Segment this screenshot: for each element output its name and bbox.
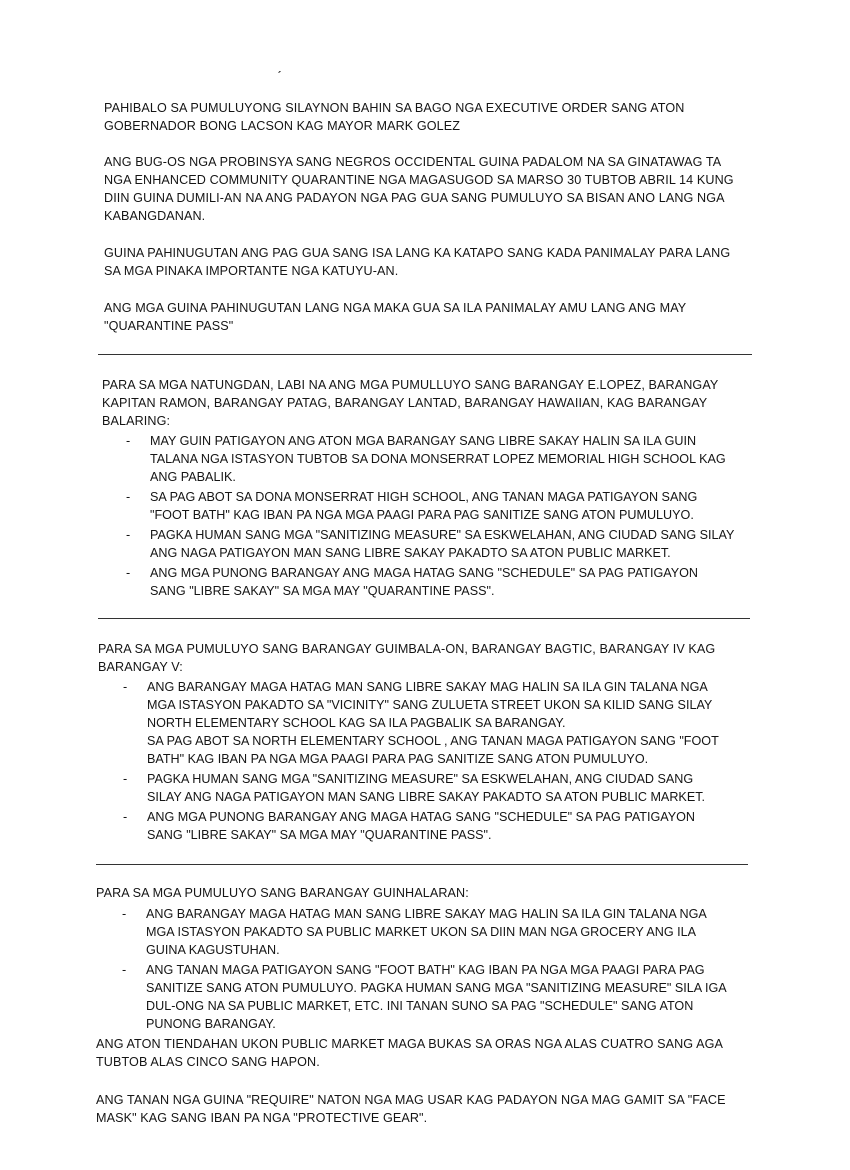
paragraph-line: ANG ATON TIENDAHAN UKON PUBLIC MARKET MAGA BUKAS SA ORAS NGA ALAS CUATRO SANG AGA — [96, 1037, 723, 1051]
bullet-line: SA PAG ABOT SA DONA MONSERRAT HIGH SCHOOL, ANG TANAN MAGA PATIGAYON SANG — [150, 490, 698, 504]
bullet-dash: - — [122, 963, 127, 977]
bullet-line: ANG MGA PUNONG BARANGAY ANG MAGA HATAG SANG "SCHEDULE" SA PAG PATIGAYON — [147, 810, 696, 824]
bullet-line: PAGKA HUMAN SANG MGA "SANITIZING MEASURE" SA ESKWELAHAN, ANG CIUDAD SANG SILAY — [150, 528, 735, 542]
section3-heading — [96, 884, 469, 902]
bullet-line: ANG BARANGAY MAGA HATAG MAN SANG LIBRE SAKAY MAG HALIN SA ILA GIN TALANA NGA — [147, 680, 708, 694]
bullet-item — [123, 808, 696, 844]
bullet-item — [126, 526, 735, 562]
heading-line: PARA SA MGA PUMULUYO SANG BARANGAY GUINHALARAN: — [96, 886, 469, 900]
section2-heading — [98, 640, 715, 676]
bullet-line: GUINA KAGUSTUHAN. — [146, 943, 280, 957]
bullet-line: PAGKA HUMAN SANG MGA "SANITIZING MEASURE" SA ESKWELAHAN, ANG CIUDAD SANG — [147, 772, 694, 786]
paragraph-line: ANG BUG-OS NGA PROBINSYA SANG NEGROS OCCIDENTAL GUINA PADALOM NA SA GINATAWAG TA — [104, 155, 722, 169]
bullet-line: SANG "LIBRE SAKAY" SA MGA MAY "QUARANTINE PASS". — [147, 828, 492, 842]
section1-heading — [102, 376, 718, 430]
divider — [96, 864, 748, 865]
paragraph-line: ANG TANAN NGA GUINA "REQUIRE" NATON NGA MAG USAR KAG PADAYON NGA MAG GAMIT SA "FACE — [96, 1093, 726, 1107]
bullet-item — [123, 678, 719, 768]
title-line: GOBERNADOR BONG LACSON KAG MAYOR MARK GOLEZ — [104, 119, 461, 133]
bullet-line: ANG MGA PUNONG BARANGAY ANG MAGA HATAG SANG "SCHEDULE" SA PAG PATIGAYON — [150, 566, 699, 580]
bullet-line: DUL-ONG NA SA PUBLIC MARKET, ETC. INI TANAN SUNO SA PAG "SCHEDULE" SANG ATON — [146, 999, 694, 1013]
bullet-line: ANG PABALIK. — [150, 470, 236, 484]
paragraph-line: "QUARANTINE PASS" — [104, 319, 234, 333]
bullet-line: SA PAG ABOT SA NORTH ELEMENTARY SCHOOL , ANG TANAN MAGA PATIGAYON SANG "FOOT — [147, 734, 719, 748]
bullet-dash: - — [126, 528, 131, 542]
paragraph-market-hours — [96, 1035, 723, 1071]
heading-line: BARANGAY V: — [98, 660, 183, 674]
bullet-line: SILAY ANG NAGA PATIGAYON MAN SANG LIBRE SAKAY PAKADTO SA ATON PUBLIC MARKET. — [147, 790, 706, 804]
bullet-line: TALANA NGA ISTASYON TUBTOB SA DONA MONSERRAT LOPEZ MEMORIAL HIGH SCHOOL KAG — [150, 452, 726, 466]
paragraph-household — [104, 244, 730, 280]
bullet-item — [126, 432, 726, 486]
paragraph-ecq — [104, 153, 734, 225]
paragraph-line: DIIN GUINA DUMILI-AN NA ANG PADAYON NGA PAG GUA SANG PUMULUYO SA BISAN ANO LANG NGA — [104, 191, 725, 205]
stray-mark: ˊ — [274, 67, 283, 85]
divider — [98, 618, 750, 619]
heading-line: BALARING: — [102, 414, 171, 428]
notice-title — [104, 99, 684, 135]
bullet-line: PUNONG BARANGAY. — [146, 1017, 276, 1031]
heading-line: KAPITAN RAMON, BARANGAY PATAG, BARANGAY LANTAD, BARANGAY HAWAIIAN, KAG BARANGAY — [102, 396, 708, 410]
bullet-dash: - — [126, 566, 131, 580]
bullet-line: ANG NAGA PATIGAYON MAN SANG LIBRE SAKAY PAKADTO SA ATON PUBLIC MARKET. — [150, 546, 671, 560]
bullet-dash: - — [123, 810, 128, 824]
paragraph-face-mask — [96, 1091, 726, 1127]
bullet-line: MAY GUIN PATIGAYON ANG ATON MGA BARANGAY SANG LIBRE SAKAY HALIN SA ILA GUIN — [150, 434, 697, 448]
bullet-line: "FOOT BATH" KAG IBAN PA NGA MGA PAAGI PARA PAG SANITIZE SANG ATON PUMULUYO. — [150, 508, 694, 522]
paragraph-line: GUINA PAHINUGUTAN ANG PAG GUA SANG ISA LANG KA KATAPO SANG KADA PANIMALAY PARA LANG — [104, 246, 731, 260]
bullet-line: MGA ISTASYON PAKADTO SA "VICINITY" SANG ZULUETA STREET UKON SA KILID SANG SILAY — [147, 698, 713, 712]
bullet-item — [126, 564, 699, 600]
bullet-item — [126, 488, 698, 524]
paragraph-line: NGA ENHANCED COMMUNITY QUARANTINE NGA MAGASUGOD SA MARSO 30 TUBTOB ABRIL 14 KUNG — [104, 173, 734, 187]
bullet-line: SANG "LIBRE SAKAY" SA MGA MAY "QUARANTINE PASS". — [150, 584, 495, 598]
bullet-dash: - — [122, 907, 127, 921]
bullet-line: ANG TANAN MAGA PATIGAYON SANG "FOOT BATH" KAG IBAN PA NGA MGA PAAGI PARA PAG — [146, 963, 705, 977]
title-line: PAHIBALO SA PUMULUYONG SILAYNON BAHIN SA BAGO NGA EXECUTIVE ORDER SANG ATON — [104, 101, 685, 115]
heading-line: PARA SA MGA NATUNGDAN, LABI NA ANG MGA PUMULLUYO SANG BARANGAY E.LOPEZ, BARANGAY — [102, 378, 719, 392]
paragraph-line: ANG MGA GUINA PAHINUGUTAN LANG NGA MAKA GUA SA ILA PANIMALAY AMU LANG ANG MAY — [104, 301, 687, 315]
bullet-dash: - — [123, 680, 128, 694]
bullet-dash: - — [123, 772, 128, 786]
bullet-line: ANG BARANGAY MAGA HATAG MAN SANG LIBRE SAKAY MAG HALIN SA ILA GIN TALANA NGA — [146, 907, 707, 921]
bullet-dash: - — [126, 434, 131, 448]
bullet-line: NORTH ELEMENTARY SCHOOL KAG SA ILA PAGBALIK SA BARANGAY. — [147, 716, 566, 730]
bullet-item — [122, 961, 727, 1033]
divider — [98, 354, 752, 355]
bullet-dash: - — [126, 490, 131, 504]
bullet-line: BATH" KAG IBAN PA NGA MGA PAAGI PARA PAG SANITIZE SANG ATON PUMULUYO. — [147, 752, 649, 766]
heading-line: PARA SA MGA PUMULUYO SANG BARANGAY GUIMBALA-ON, BARANGAY BAGTIC, BARANGAY IV KAG — [98, 642, 716, 656]
bullet-line: MGA ISTASYON PAKADTO SA PUBLIC MARKET UKON SA DIIN MAN NGA GROCERY ANG ILA — [146, 925, 697, 939]
paragraph-quarantine-pass — [104, 299, 686, 335]
paragraph-line: MASK" KAG SANG IBAN PA NGA "PROTECTIVE GEAR". — [96, 1111, 428, 1125]
paragraph-line: TUBTOB ALAS CINCO SANG HAPON. — [96, 1055, 320, 1069]
bullet-item — [122, 905, 707, 959]
bullet-item — [123, 770, 706, 806]
bullet-line: SANITIZE SANG ATON PUMULUYO. PAGKA HUMAN SANG MGA "SANITIZING MEASURE" SILA IGA — [146, 981, 727, 995]
paragraph-line: SA MGA PINAKA IMPORTANTE NGA KATUYU-AN. — [104, 264, 399, 278]
paragraph-line: KABANGDANAN. — [104, 209, 206, 223]
